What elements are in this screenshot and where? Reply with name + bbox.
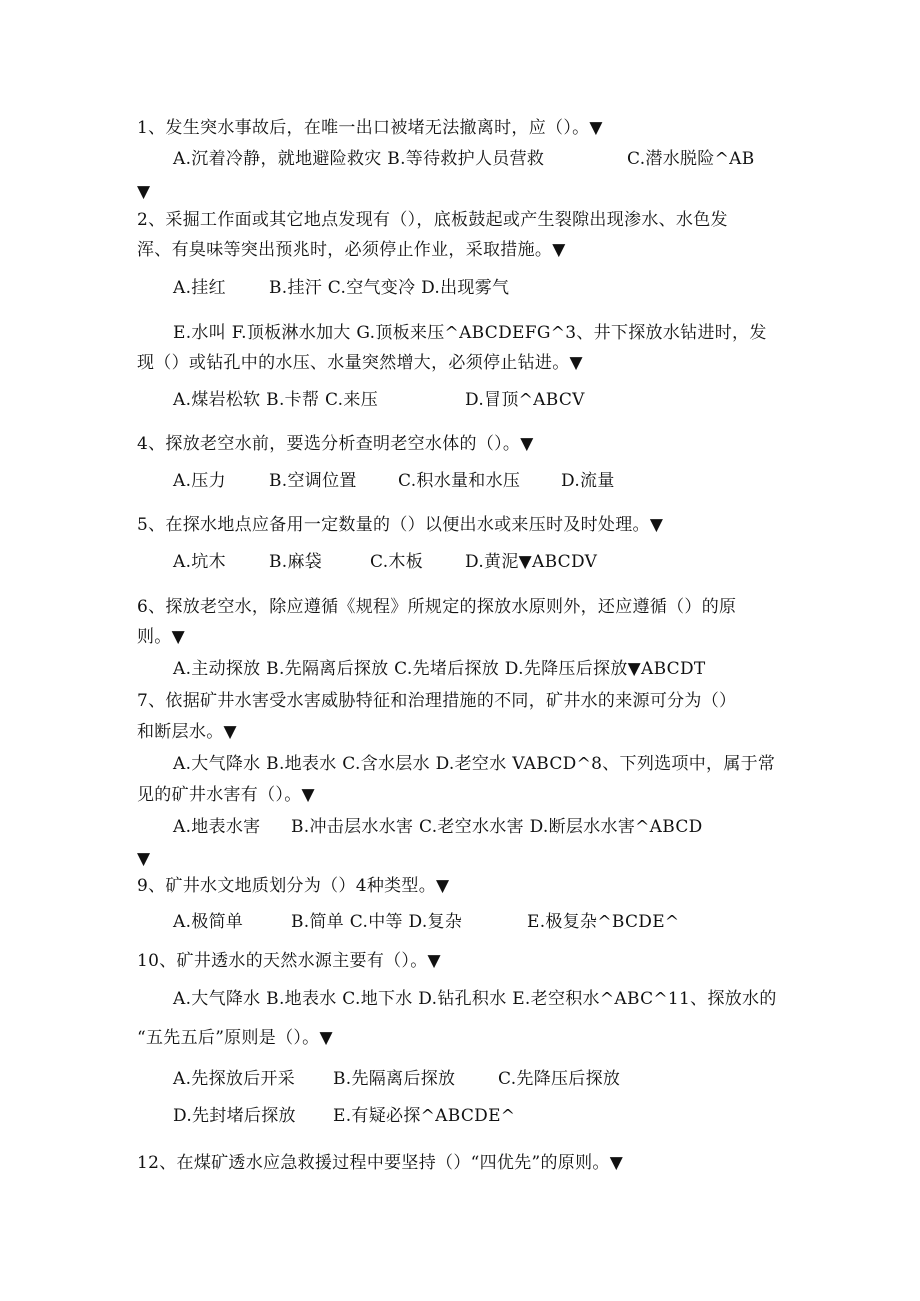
options-1-a: A.沉着冷静，就地避险救灾 B.等待救护人员营救 bbox=[173, 149, 545, 169]
question-7-line-1: 7、依据矿井水害受水害威胁特征和治理措施的不同，矿井水的来源可分为（） bbox=[137, 691, 737, 711]
marker-8: ▼ bbox=[137, 849, 151, 869]
question-6-line-1: 6、探放老空水，除应遵循《规程》所规定的探放水原则外，还应遵循（）的原 bbox=[137, 597, 737, 617]
question-7-line-2: 和断层水。▼ bbox=[137, 722, 237, 742]
question-11-line-2: “五先五后”原则是（）。▼ bbox=[137, 1028, 333, 1048]
question-5: 5、在探水地点应备用一定数量的（）以便出水或来压时及时处理。▼ bbox=[137, 515, 664, 535]
question-9: 9、矿井水文地质划分为（）4种类型。▼ bbox=[137, 876, 450, 896]
options-11-e: E.有疑必探^ABCDE^ bbox=[333, 1106, 516, 1126]
options-4-a: A.压力 bbox=[173, 471, 226, 491]
question-2-line-2: 浑、有臭味等突出预兆时，必须停止作业，采取措施。▼ bbox=[137, 240, 566, 260]
options-2-a: A.挂红 bbox=[173, 278, 226, 298]
options-11-b: B.先隔离后探放 bbox=[333, 1069, 456, 1089]
options-11-c: C.先降压后探放 bbox=[498, 1069, 621, 1089]
question-10: 10、矿井透水的天然水源主要有（）。▼ bbox=[137, 951, 441, 971]
options-5-c: C.木板 bbox=[370, 552, 424, 572]
options-8-a: A.地表水害 bbox=[173, 817, 261, 837]
options-8-b: B.冲击层水水害 C.老空水水害 D.断层水水害^ABCD bbox=[291, 817, 703, 837]
options-10-question-11: A.大气降水 B.地表水 C.地下水 D.钻孔积水 E.老空积水^ABC^11、探放水的 bbox=[173, 989, 777, 1009]
options-4-d: D.流量 bbox=[561, 471, 615, 491]
question-3-line-2: 现（）或钻孔中的水压、水量突然增大，必须停止钻进。▼ bbox=[137, 353, 583, 373]
question-8-line-2: 见的矿井水害有（）。▼ bbox=[137, 785, 315, 805]
question-2-line-1: 2、采掘工作面或其它地点发现有（），底板鼓起或产生裂隙出现渗水、水色发 bbox=[137, 210, 728, 230]
question-4: 4、探放老空水前，要选分析查明老空水体的（）。▼ bbox=[137, 434, 534, 454]
marker-1: ▼ bbox=[137, 182, 151, 202]
question-1: 1、发生突水事故后，在唯一出口被堵无法撤离时，应（）。▼ bbox=[137, 118, 603, 138]
question-12: 12、在煤矿透水应急救援过程中要坚持（）“四优先”的原则。▼ bbox=[137, 1153, 624, 1173]
options-1-c: C.潜水脱险^AB bbox=[627, 149, 755, 169]
options-6: A.主动探放 B.先隔离后探放 C.先堵后探放 D.先降压后探放▼ABCDT bbox=[173, 659, 706, 679]
options-5-d: D.黄泥▼ABCDV bbox=[465, 552, 598, 572]
options-9-b: B.简单 C.中等 D.复杂 bbox=[291, 912, 463, 932]
options-4-c: C.积水量和水压 bbox=[398, 471, 521, 491]
options-3-d: D.冒顶^ABCV bbox=[465, 390, 585, 410]
options-9-e: E.极复杂^BCDE^ bbox=[527, 912, 680, 932]
options-2-e-question-3: E.水叫 F.顶板淋水加大 G.顶板来压^ABCDEFG^3、井下探放水钻进时，发 bbox=[173, 323, 767, 343]
options-5-a: A.坑木 bbox=[173, 552, 226, 572]
options-11-a: A.先探放后开采 bbox=[173, 1069, 296, 1089]
options-5-b: B.麻袋 bbox=[269, 552, 323, 572]
options-2-b: B.挂汗 C.空气变冷 D.出现雾气 bbox=[269, 278, 510, 298]
options-11-d: D.先封堵后探放 bbox=[173, 1106, 296, 1126]
options-3-a: A.煤岩松软 B.卡帮 C.来压 bbox=[173, 390, 378, 410]
question-6-line-2: 则。▼ bbox=[137, 627, 185, 647]
options-9-a: A.极简单 bbox=[173, 912, 244, 932]
options-4-b: B.空调位置 bbox=[269, 471, 357, 491]
options-7-question-8: A.大气降水 B.地表水 C.含水层水 D.老空水 VABCD^8、下列选项中，属于常 bbox=[173, 754, 776, 774]
